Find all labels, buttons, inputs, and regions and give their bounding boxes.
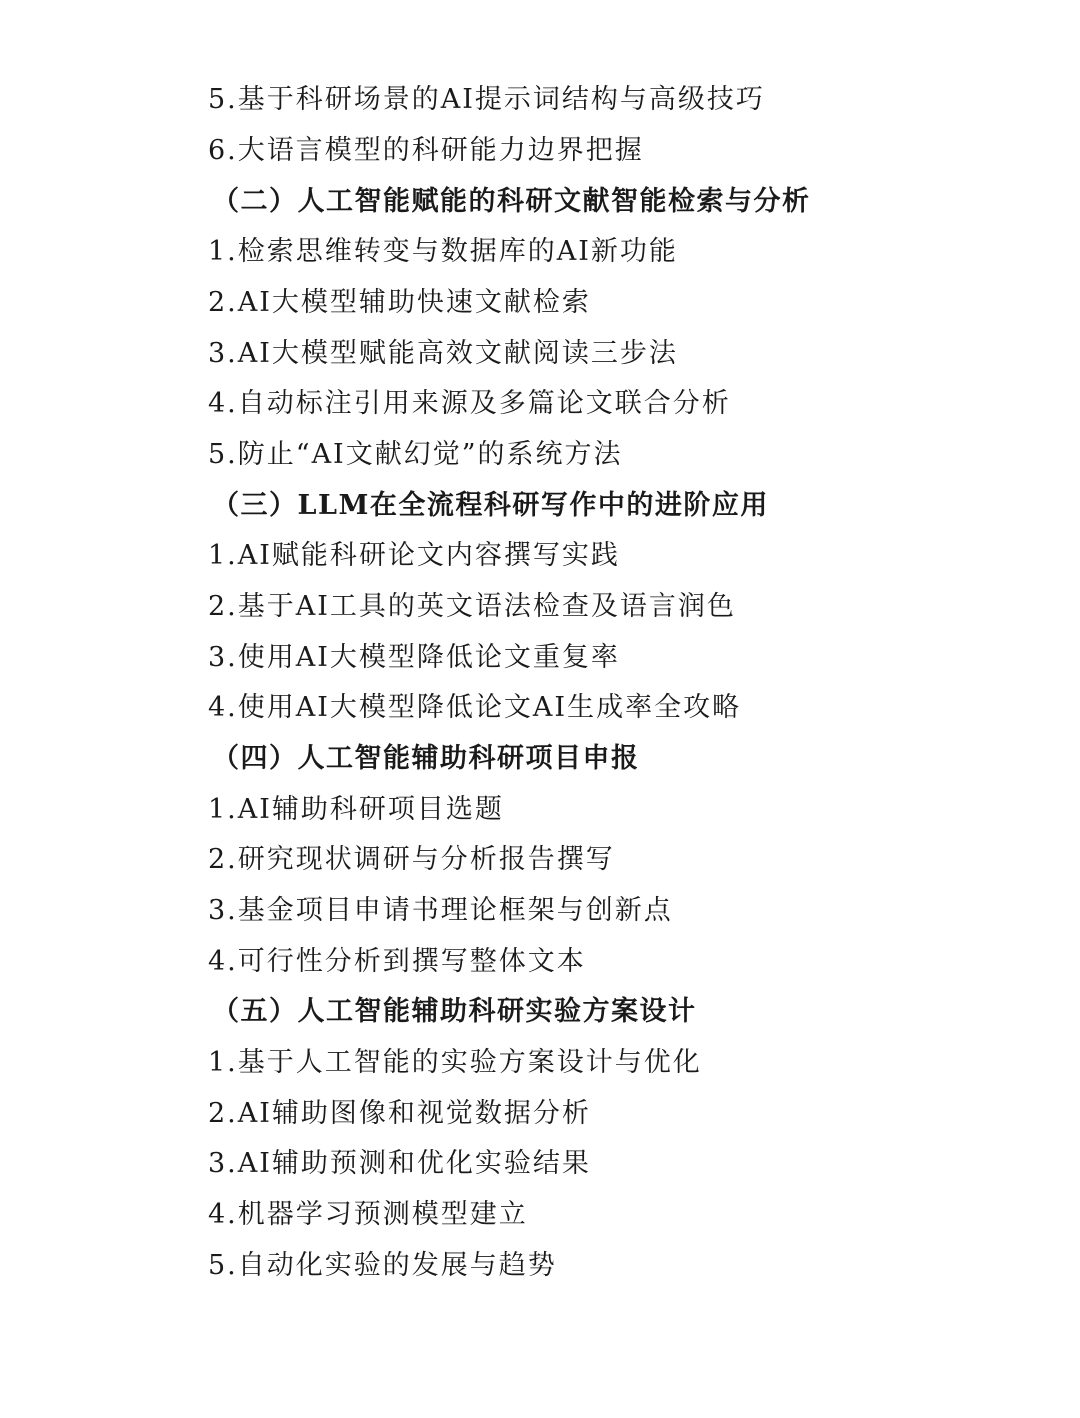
outline-item: 4.机器学习预测模型建立 (208, 1199, 528, 1230)
outline-item: 2.AI辅助图像和视觉数据分析 (208, 1098, 591, 1129)
outline-item: 3.使用AI大模型降低论文重复率 (208, 642, 620, 673)
outline-item: 5.自动化实验的发展与趋势 (208, 1250, 557, 1281)
section-heading: （四）人工智能辅助科研项目申报 (212, 743, 640, 774)
outline-item: 5.防止“AI文献幻觉”的系统方法 (208, 439, 623, 470)
section-heading: （二）人工智能赋能的科研文献智能检索与分析 (212, 186, 811, 217)
outline-item: 3.AI辅助预测和优化实验结果 (208, 1148, 591, 1179)
outline-item: 1.AI辅助科研项目选题 (208, 794, 504, 825)
outline-item: 3.AI大模型赋能高效文献阅读三步法 (208, 338, 678, 369)
outline-item: 1.基于人工智能的实验方案设计与优化 (208, 1047, 702, 1078)
outline-item: 4.可行性分析到撰写整体文本 (208, 946, 586, 977)
outline-item: 1.检索思维转变与数据库的AI新功能 (208, 236, 678, 267)
outline-item: 4.使用AI大模型降低论文AI生成率全攻略 (208, 692, 742, 723)
outline-item: 2.基于AI工具的英文语法检查及语言润色 (208, 591, 736, 622)
outline-item: 1.AI赋能科研论文内容撰写实践 (208, 540, 620, 571)
outline-item: 2.研究现状调研与分析报告撰写 (208, 844, 615, 875)
outline-item: 2.AI大模型辅助快速文献检索 (208, 287, 591, 318)
outline-item: 5.基于科研场景的AI提示词结构与高级技巧 (208, 84, 765, 115)
outline-item: 3.基金项目申请书理论框架与创新点 (208, 895, 673, 926)
section-heading: （三）LLM在全流程科研写作中的进阶应用 (212, 490, 769, 521)
outline-item: 6.大语言模型的科研能力边界把握 (208, 135, 644, 166)
section-heading: （五）人工智能辅助科研实验方案设计 (212, 996, 697, 1027)
outline-item: 4.自动标注引用来源及多篇论文联合分析 (208, 388, 731, 419)
